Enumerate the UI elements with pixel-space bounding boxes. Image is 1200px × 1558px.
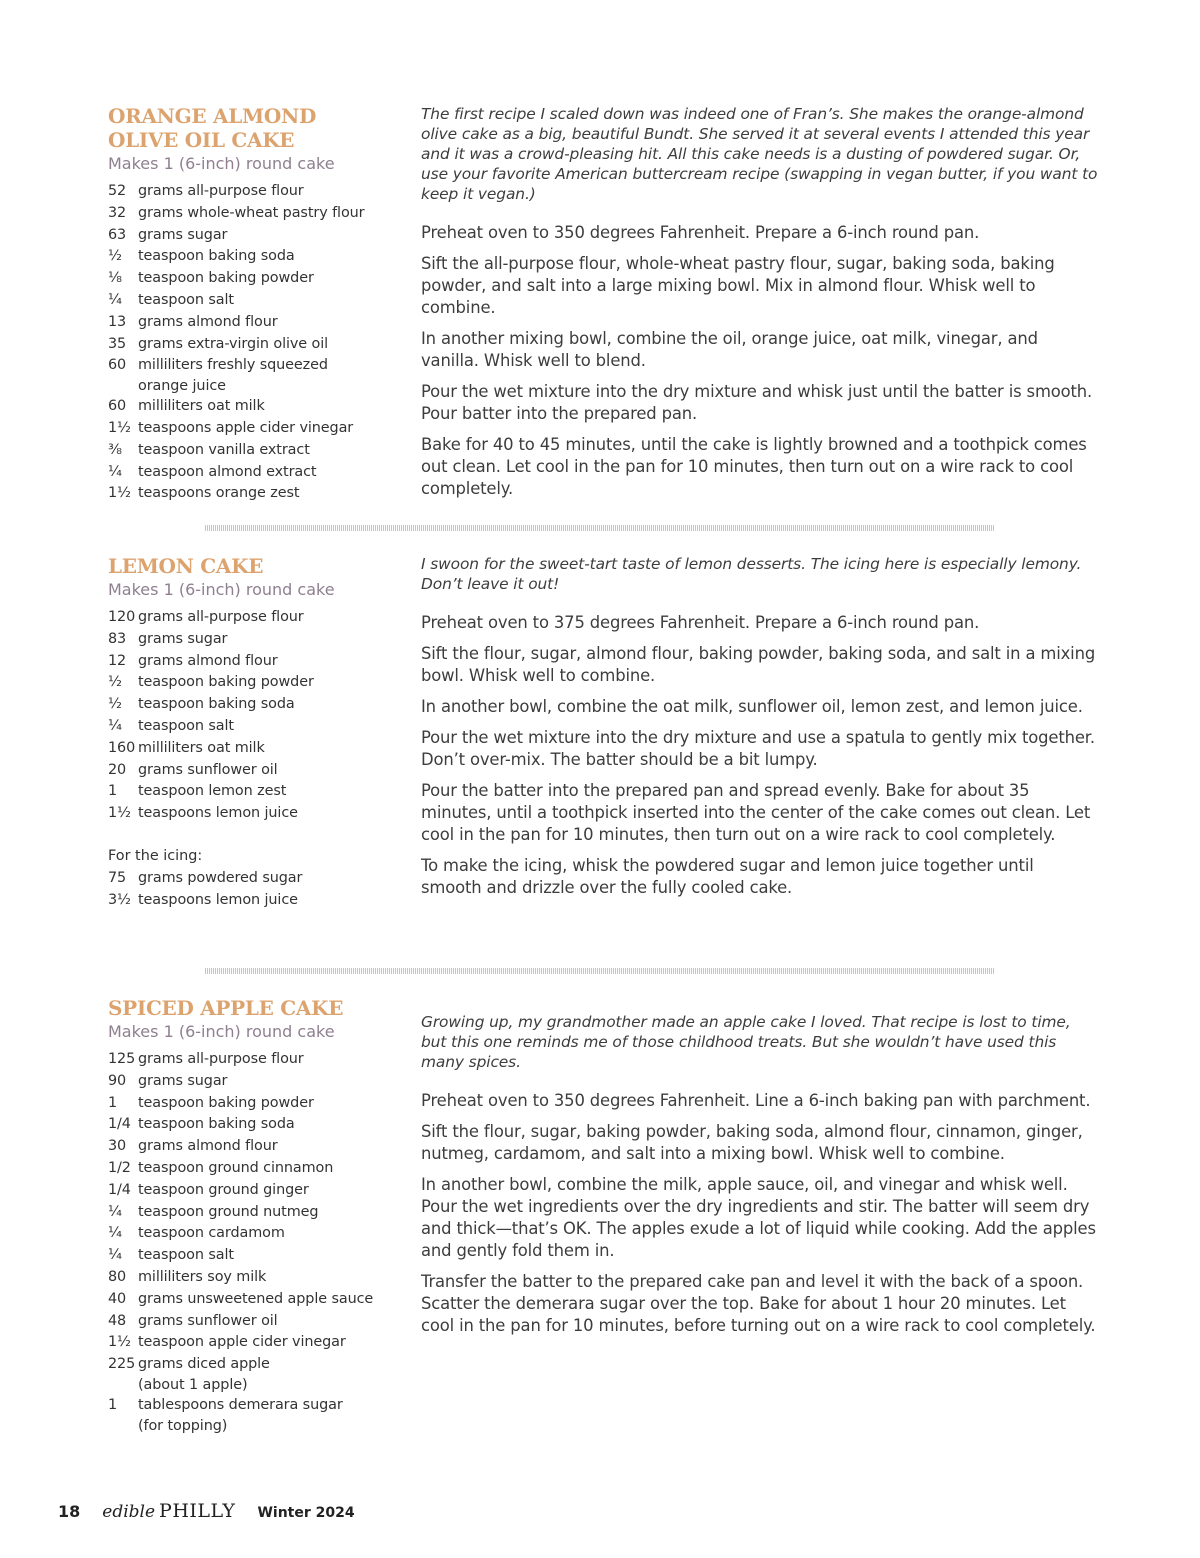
ingredient-name: teaspoon apple cider vinegar (138, 1334, 346, 1351)
ingredient-item (108, 1093, 408, 1115)
method-steps (421, 612, 1098, 899)
issue-date: Winter 2024 (257, 1505, 355, 1521)
ingredient-item (108, 1223, 408, 1245)
ingredient-name: grams almond flour (138, 313, 278, 330)
ingredient-text (138, 868, 408, 890)
ingredient-name: teaspoon baking soda (138, 248, 295, 265)
ingredient-name: grams sunflower oil (138, 761, 278, 778)
ingredient-text (138, 1267, 408, 1289)
ingredient-item (108, 396, 408, 418)
ingredient-quantity: 12 (108, 652, 127, 669)
ingredient-name: teaspoon baking powder (138, 1094, 314, 1111)
brand-logo-philly: PHILLY (159, 1500, 236, 1522)
ingredient-item (108, 355, 408, 396)
ingredient-item (108, 781, 408, 803)
ingredient-quantity: 60 (108, 357, 127, 374)
ingredient-name: milliliters soy milk (138, 1268, 267, 1285)
ingredient-item (108, 716, 408, 738)
method-step: Pour the batter into the prepared pan and spread evenly. Bake for about 35 minutes, until a toothpick inserted into the center of the cake comes out clean. Let cool in the pan for 10 minutes, then turn out on a wire rack to cool completely. (421, 781, 1091, 844)
ingredient-quantity: 1 (108, 783, 118, 800)
method-step: Pour the wet mixture into the dry mixture and whisk just until the batter is smooth. Pour batter into the prepared pan. (421, 382, 1093, 423)
ingredient-text (138, 607, 408, 629)
ingredient-quantity: 52 (108, 183, 127, 199)
section-divider (205, 525, 995, 531)
ingredient-name: grams powdered sugar (138, 869, 303, 886)
ingredient-item (108, 440, 408, 462)
ingredient-text (138, 246, 408, 268)
ingredient-quantity: 13 (108, 313, 127, 330)
ingredient-quantity: ¼ (108, 1247, 122, 1264)
ingredient-item (108, 1354, 408, 1395)
icing-ingredient-list (108, 868, 408, 912)
ingredient-item (108, 1071, 408, 1093)
ingredient-name: teaspoons apple cider vinegar (138, 419, 354, 436)
ingredient-text (138, 1289, 408, 1311)
ingredient-name: tablespoons demerara sugar (138, 1396, 343, 1413)
ingredient-name: teaspoon baking powder (138, 674, 314, 691)
ingredient-name: teaspoon lemon zest (138, 783, 287, 800)
ingredient-quantity: 120 (108, 609, 136, 625)
ingredient-text (138, 716, 408, 738)
ingredient-text (138, 1223, 408, 1245)
ingredient-quantity: ¼ (108, 1203, 122, 1220)
method-step: To make the icing, whisk the powdered sugar and lemon juice together until smooth and drizzle over the fully cooled cake. (421, 856, 1034, 897)
ingredient-quantity: 35 (108, 335, 127, 352)
ingredient-text (138, 1180, 408, 1202)
ingredient-name: grams extra-virgin olive oil (138, 335, 329, 352)
ingredient-quantity: 1/2 (108, 1159, 131, 1176)
ingredient-text (138, 694, 408, 716)
ingredient-text (138, 651, 408, 673)
ingredients-column (108, 554, 408, 911)
ingredient-text (138, 1245, 408, 1267)
ingredient-quantity: 1 (108, 1396, 118, 1413)
ingredient-item (108, 1202, 408, 1224)
ingredient-quantity: 48 (108, 1312, 127, 1329)
method-step: Preheat oven to 350 degrees Fahrenheit. Prepare a 6-inch round pan. (421, 223, 980, 242)
ingredient-text (138, 203, 408, 225)
ingredient-name: teaspoon salt (138, 1247, 234, 1264)
ingredient-item (108, 483, 408, 505)
ingredient-quantity: ¼ (108, 463, 122, 480)
ingredient-quantity: 80 (108, 1268, 127, 1285)
ingredient-text (138, 803, 408, 825)
ingredient-name: teaspoons orange zest (138, 485, 300, 502)
ingredient-quantity: ½ (108, 696, 122, 713)
ingredient-item (108, 890, 408, 912)
ingredient-quantity: 1½ (108, 1334, 131, 1351)
ingredient-name: grams all-purpose flour (138, 609, 304, 625)
ingredient-text (138, 1311, 408, 1333)
ingredient-text (138, 1202, 408, 1224)
method-steps (421, 222, 1098, 500)
ingredient-item (108, 462, 408, 484)
method-column (421, 104, 1098, 509)
recipe-intro: Growing up, my grandmother made an apple cake I loved. That recipe is lost to time, but this one reminds me of those childhood treats. But she wouldn’t have used this many spices. (421, 1013, 1071, 1071)
ingredient-item (108, 1049, 408, 1071)
brand-logo-edible: edible (102, 1502, 156, 1522)
recipe-title: SPICED APPLE CAKE (108, 996, 344, 1020)
method-step: In another mixing bowl, combine the oil, orange juice, oat milk, vinegar, and vanilla. Whisk well to blend. (421, 329, 1038, 370)
ingredient-item (108, 203, 408, 225)
page-footer (58, 1500, 355, 1528)
ingredient-name: milliliters oat milk (138, 398, 265, 415)
ingredient-name: grams sugar (138, 630, 228, 647)
ingredient-text (138, 1136, 408, 1158)
ingredient-name: teaspoons lemon juice (138, 805, 298, 822)
ingredient-name: teaspoon ground ginger (138, 1181, 309, 1198)
ingredient-name: milliliters oat milk (138, 739, 265, 756)
ingredient-quantity: ⅛ (108, 270, 122, 287)
ingredient-name: grams sugar (138, 226, 228, 243)
ingredient-quantity: 40 (108, 1290, 127, 1307)
ingredient-name: teaspoon baking powder (138, 270, 314, 287)
ingredient-item (108, 1158, 408, 1180)
ingredient-quantity: ½ (108, 674, 122, 691)
method-step: Preheat oven to 375 degrees Fahrenheit. Prepare a 6-inch round pan. (421, 613, 980, 632)
ingredient-item (108, 607, 408, 629)
ingredient-item (108, 418, 408, 440)
ingredient-item (108, 246, 408, 268)
recipe-title: LEMON CAKE (108, 554, 264, 578)
ingredient-note: (about 1 apple) (138, 1376, 248, 1393)
ingredient-quantity: 1½ (108, 485, 131, 502)
ingredient-text (138, 781, 408, 803)
ingredient-item (108, 694, 408, 716)
ingredient-item (108, 651, 408, 673)
ingredient-name: milliliters freshly squeezed (138, 357, 328, 374)
ingredient-quantity: 3½ (108, 891, 131, 908)
ingredient-item (108, 290, 408, 312)
ingredient-quantity: ¼ (108, 717, 122, 734)
ingredient-text (138, 1158, 408, 1180)
ingredient-item (108, 1395, 408, 1436)
ingredient-item (108, 803, 408, 825)
ingredient-text (138, 738, 408, 760)
ingredient-text (138, 1395, 408, 1436)
ingredient-item (108, 1180, 408, 1202)
ingredient-list (108, 1049, 408, 1436)
ingredient-text (138, 440, 408, 462)
ingredient-name: grams diced apple (138, 1356, 270, 1373)
ingredient-note: (for topping) (138, 1417, 228, 1434)
method-step: Pour the wet mixture into the dry mixture and use a spatula to gently mix together. Don’t over-mix. The batter should be a bit lumpy. (421, 728, 1095, 769)
ingredient-name: teaspoons lemon juice (138, 891, 298, 908)
method-step: Sift the all-purpose flour, whole-wheat pastry flour, sugar, baking soda, baking powder, and salt into a large mixing bowl. Mix in almond flour. Whisk well to combine. (421, 254, 1055, 317)
ingredient-name: teaspoon cardamom (138, 1225, 285, 1242)
ingredient-quantity: 1/4 (108, 1116, 131, 1133)
ingredient-name: grams sugar (138, 1072, 228, 1089)
recipe-yield: Makes 1 (6-inch) round cake (108, 1022, 335, 1041)
ingredient-item (108, 629, 408, 651)
ingredient-quantity: 63 (108, 226, 127, 243)
method-step: Transfer the batter to the prepared cake pan and level it with the back of a spoon. Scatter the demerara sugar over the top. Bake for about 1 hour 20 minutes. Let cool in the pan for 10 minutes, before turning out on a wire rack to cool completely. (421, 1272, 1096, 1335)
ingredient-note: orange juice (138, 378, 226, 395)
ingredient-text (138, 890, 408, 912)
ingredient-text (138, 334, 408, 356)
ingredient-item (108, 334, 408, 356)
method-step: Sift the flour, sugar, almond flour, baking powder, baking soda, and salt in a mixing bowl. Whisk well to combine. (421, 644, 1096, 685)
ingredient-text (138, 396, 408, 418)
ingredient-quantity: 160 (108, 739, 136, 756)
ingredient-item (108, 1289, 408, 1311)
ingredient-item (108, 672, 408, 694)
ingredient-text (138, 355, 408, 396)
method-step: In another bowl, combine the oat milk, sunflower oil, lemon zest, and lemon juice. (421, 697, 1083, 716)
recipe-yield: Makes 1 (6-inch) round cake (108, 580, 335, 599)
ingredient-quantity: ⅜ (108, 441, 122, 458)
ingredient-name: teaspoon ground nutmeg (138, 1203, 319, 1220)
ingredient-item (108, 181, 408, 203)
ingredient-name: grams whole-wheat pastry flour (138, 204, 365, 221)
ingredient-item (108, 1114, 408, 1136)
ingredient-quantity: 1½ (108, 419, 131, 436)
recipe-intro: The first recipe I scaled down was indeed one of Fran’s. She makes the orange-almond olive cake as a big, beautiful Bundt. She served it at several events I attended this year and it was a crowd-pleasing hit. All this cake needs is a dusting of powdered sugar. Or, use your favorite American buttercream recipe (swapping in vegan butter, if you want to keep it vegan.) (421, 105, 1098, 203)
ingredient-text (138, 672, 408, 694)
ingredient-quantity: ¼ (108, 1225, 122, 1242)
ingredient-text (138, 1093, 408, 1115)
ingredient-text (138, 181, 408, 203)
ingredient-name: teaspoon salt (138, 717, 234, 734)
ingredient-name: teaspoon almond extract (138, 463, 317, 480)
ingredient-text (138, 225, 408, 247)
method-step: Preheat oven to 350 degrees Fahrenheit. Line a 6-inch baking pan with parchment. (421, 1091, 1091, 1110)
ingredient-text (138, 462, 408, 484)
ingredient-quantity: 90 (108, 1072, 127, 1089)
ingredient-name: teaspoon ground cinnamon (138, 1159, 334, 1176)
ingredient-name: grams unsweetened apple sauce (138, 1290, 374, 1307)
ingredient-quantity: ½ (108, 248, 122, 265)
ingredient-text (138, 418, 408, 440)
ingredient-quantity: 20 (108, 761, 127, 778)
ingredient-item (108, 1311, 408, 1333)
ingredient-name: grams sunflower oil (138, 1312, 278, 1329)
ingredient-quantity: ¼ (108, 291, 122, 308)
ingredient-text (138, 1071, 408, 1093)
ingredient-name: teaspoon baking soda (138, 696, 295, 713)
ingredient-name: grams almond flour (138, 1138, 278, 1155)
ingredient-text (138, 268, 408, 290)
method-column (421, 554, 1098, 908)
recipe-title: ORANGE ALMOND OLIVE OIL CAKE (108, 104, 316, 152)
ingredient-name: teaspoon baking soda (138, 1116, 295, 1133)
ingredient-item (108, 268, 408, 290)
ingredients-column (108, 104, 408, 505)
ingredient-quantity: 1/4 (108, 1181, 131, 1198)
ingredient-item (108, 1267, 408, 1289)
ingredient-name: teaspoon salt (138, 291, 234, 308)
recipe-yield: Makes 1 (6-inch) round cake (108, 154, 335, 173)
method-steps (421, 1090, 1098, 1337)
ingredient-name: teaspoon vanilla extract (138, 441, 310, 458)
ingredient-text (138, 483, 408, 505)
ingredient-list (108, 181, 408, 505)
ingredient-quantity: 1½ (108, 805, 131, 822)
ingredient-quantity: 30 (108, 1138, 127, 1155)
ingredient-text (138, 290, 408, 312)
method-step: In another bowl, combine the milk, apple sauce, oil, and vinegar and whisk well. Pour the wet ingredients over the dry ingredients and stir. The batter will seem dry and thick—that’s OK. The apples exude a lot of liquid while cooking. Add the apples and gently fold them in. (421, 1175, 1096, 1260)
ingredient-item (108, 225, 408, 247)
ingredient-item (108, 738, 408, 760)
ingredient-list (108, 607, 408, 825)
ingredient-text (138, 629, 408, 651)
ingredient-quantity: 32 (108, 204, 127, 221)
method-column (421, 1012, 1098, 1346)
ingredient-name: grams almond flour (138, 652, 278, 669)
ingredient-text (138, 1049, 408, 1071)
section-divider (205, 968, 995, 974)
ingredient-name: grams all-purpose flour (138, 183, 304, 199)
ingredient-text (138, 1354, 408, 1395)
ingredient-quantity: 225 (108, 1356, 136, 1373)
ingredient-quantity: 75 (108, 869, 127, 886)
ingredient-text (138, 312, 408, 334)
ingredient-quantity: 83 (108, 630, 127, 647)
ingredient-quantity: 125 (108, 1051, 136, 1067)
recipe-intro: I swoon for the sweet-tart taste of lemon desserts. The icing here is especially lemony. Don’t leave it out! (421, 555, 1082, 593)
ingredient-item (108, 312, 408, 334)
ingredient-name: grams all-purpose flour (138, 1051, 304, 1067)
ingredient-item (108, 1136, 408, 1158)
page-number: 18 (58, 1502, 81, 1521)
ingredient-item (108, 1245, 408, 1267)
ingredient-text (138, 1114, 408, 1136)
ingredients-column (108, 996, 408, 1436)
ingredient-item (108, 868, 408, 890)
ingredient-item (108, 760, 408, 782)
ingredient-text (138, 1332, 408, 1354)
icing-subheading: For the icing: (108, 847, 203, 864)
ingredient-text (138, 760, 408, 782)
method-step: Bake for 40 to 45 minutes, until the cake is lightly browned and a toothpick comes out clean. Let cool in the pan for 10 minutes, then turn out on a wire rack to cool completely. (421, 435, 1087, 498)
ingredient-quantity: 60 (108, 398, 127, 415)
ingredient-quantity: 1 (108, 1094, 118, 1111)
ingredient-item (108, 1332, 408, 1354)
method-step: Sift the flour, sugar, baking powder, baking soda, almond flour, cinnamon, ginger, nutmeg, cardamom, and salt into a mixing bowl. Whisk well to combine. (421, 1122, 1083, 1163)
